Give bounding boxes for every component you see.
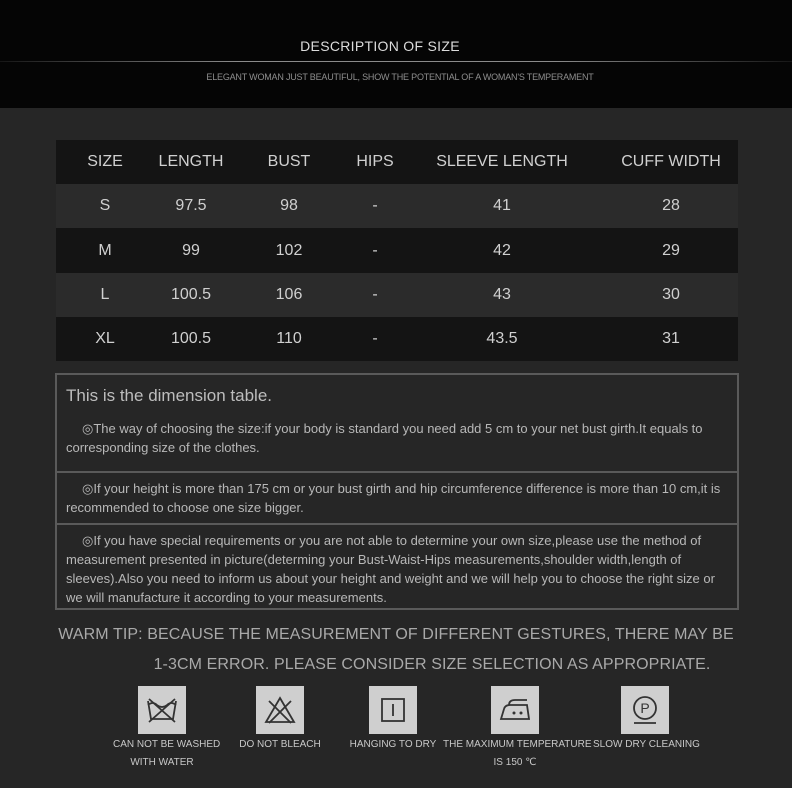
warm-tip-line2: 1-3CM ERROR. PLEASE CONSIDER SIZE SELECTION AS APPROPRIATE.: [153, 656, 711, 673]
column-header-bust: BUST: [228, 140, 350, 184]
table-cell: 98: [228, 184, 350, 228]
note-standard-size: ◎The way of choosing the size:if your body is standard you need add 5 cm to your net bust girth.It equals to corresponding size of the clothes.: [66, 421, 703, 455]
warm-tip-line1: WARM TIP: BECAUSE THE MEASUREMENT OF DIFFERENT GESTURES, THERE MAY BE: [58, 626, 734, 643]
care-item-hang-dry: [345, 686, 441, 754]
care-label: THE MAXIMUM TEMPERATURE: [443, 739, 592, 750]
table-cell: -: [350, 184, 400, 228]
table-cell: XL: [56, 317, 154, 361]
column-header-sleeve-length: SLEEVE LENGTH: [400, 140, 604, 184]
table-cell: 42: [400, 228, 604, 273]
care-item-iron-temperature: [443, 686, 592, 772]
table-cell: -: [350, 317, 400, 361]
table-cell: M: [56, 228, 154, 273]
table-cell: 102: [228, 228, 350, 273]
column-header-size: SIZE: [56, 140, 154, 184]
table-cell: 41: [400, 184, 604, 228]
table-row: [56, 317, 738, 361]
table-cell: 100.5: [154, 273, 228, 317]
table-cell: 43.5: [400, 317, 604, 361]
table-cell: 106: [228, 273, 350, 317]
column-header-hips: HIPS: [350, 140, 400, 184]
table-header-row: [56, 140, 738, 184]
care-item-no-wash: [113, 686, 221, 772]
page-title: DESCRIPTION OF SIZE: [300, 38, 460, 54]
table-cell: S: [56, 184, 154, 228]
table-row: [56, 228, 738, 273]
table-cell: 30: [604, 273, 738, 317]
table-row: [56, 184, 738, 228]
care-label: HANGING TO DRY: [349, 739, 437, 750]
care-item-no-bleach: [234, 686, 326, 754]
notes-divider: [57, 471, 737, 473]
notes-heading: This is the dimension table.: [66, 386, 272, 405]
note-size-bigger: ◎If your height is more than 175 cm or your bust girth and hip circumference difference is more than 10 cm,it is recommended to choose one size bigger.: [66, 481, 721, 515]
column-header-cuff-width: CUFF WIDTH: [604, 140, 738, 184]
iron-temperature-icon: [491, 686, 539, 734]
care-label: IS 150 ℃: [493, 757, 537, 768]
table-cell: -: [350, 228, 400, 273]
table-cell: L: [56, 273, 154, 317]
table-cell: 43: [400, 273, 604, 317]
no-wash-icon: [138, 686, 186, 734]
care-label: WITH WATER: [130, 757, 194, 768]
notes-divider: [57, 523, 737, 525]
dry-clean-icon: [621, 686, 669, 734]
size-notes-box: [55, 373, 739, 610]
no-bleach-icon: [256, 686, 304, 734]
table-cell: 99: [154, 228, 228, 273]
table-cell: 110: [228, 317, 350, 361]
care-label: SLOW DRY CLEANING: [593, 739, 700, 750]
size-table: [56, 140, 738, 361]
table-cell: 29: [604, 228, 738, 273]
table-cell: -: [350, 273, 400, 317]
care-item-dry-clean: [593, 686, 700, 754]
table-cell: 28: [604, 184, 738, 228]
hang-dry-icon: [369, 686, 417, 734]
care-label: CAN NOT BE WASHED: [113, 739, 221, 750]
table-cell: 100.5: [154, 317, 228, 361]
column-header-length: LENGTH: [154, 140, 228, 184]
care-label: DO NOT BLEACH: [239, 739, 321, 750]
table-cell: 31: [604, 317, 738, 361]
header-banner: [0, 0, 792, 108]
page-subtitle: ELEGANT WOMAN JUST BEAUTIFUL, SHOW THE POTENTIAL OF A WOMAN'S TEMPERAMENT: [206, 72, 594, 82]
svg-text:P: P: [640, 700, 650, 716]
note-special-requirements: ◎If you have special requirements or you are not able to determine your own size,please use the method of measurement presented in picture(determing your Bust-Waist-Hips measurements,shoulder width,length of sleeves).Also you need to inform us about your height and weight and we will help you to choose the right size or we will manufacture it according to your measurements.: [66, 533, 715, 605]
header-divider: [0, 61, 792, 62]
table-row: [56, 273, 738, 317]
table-cell: 97.5: [154, 184, 228, 228]
